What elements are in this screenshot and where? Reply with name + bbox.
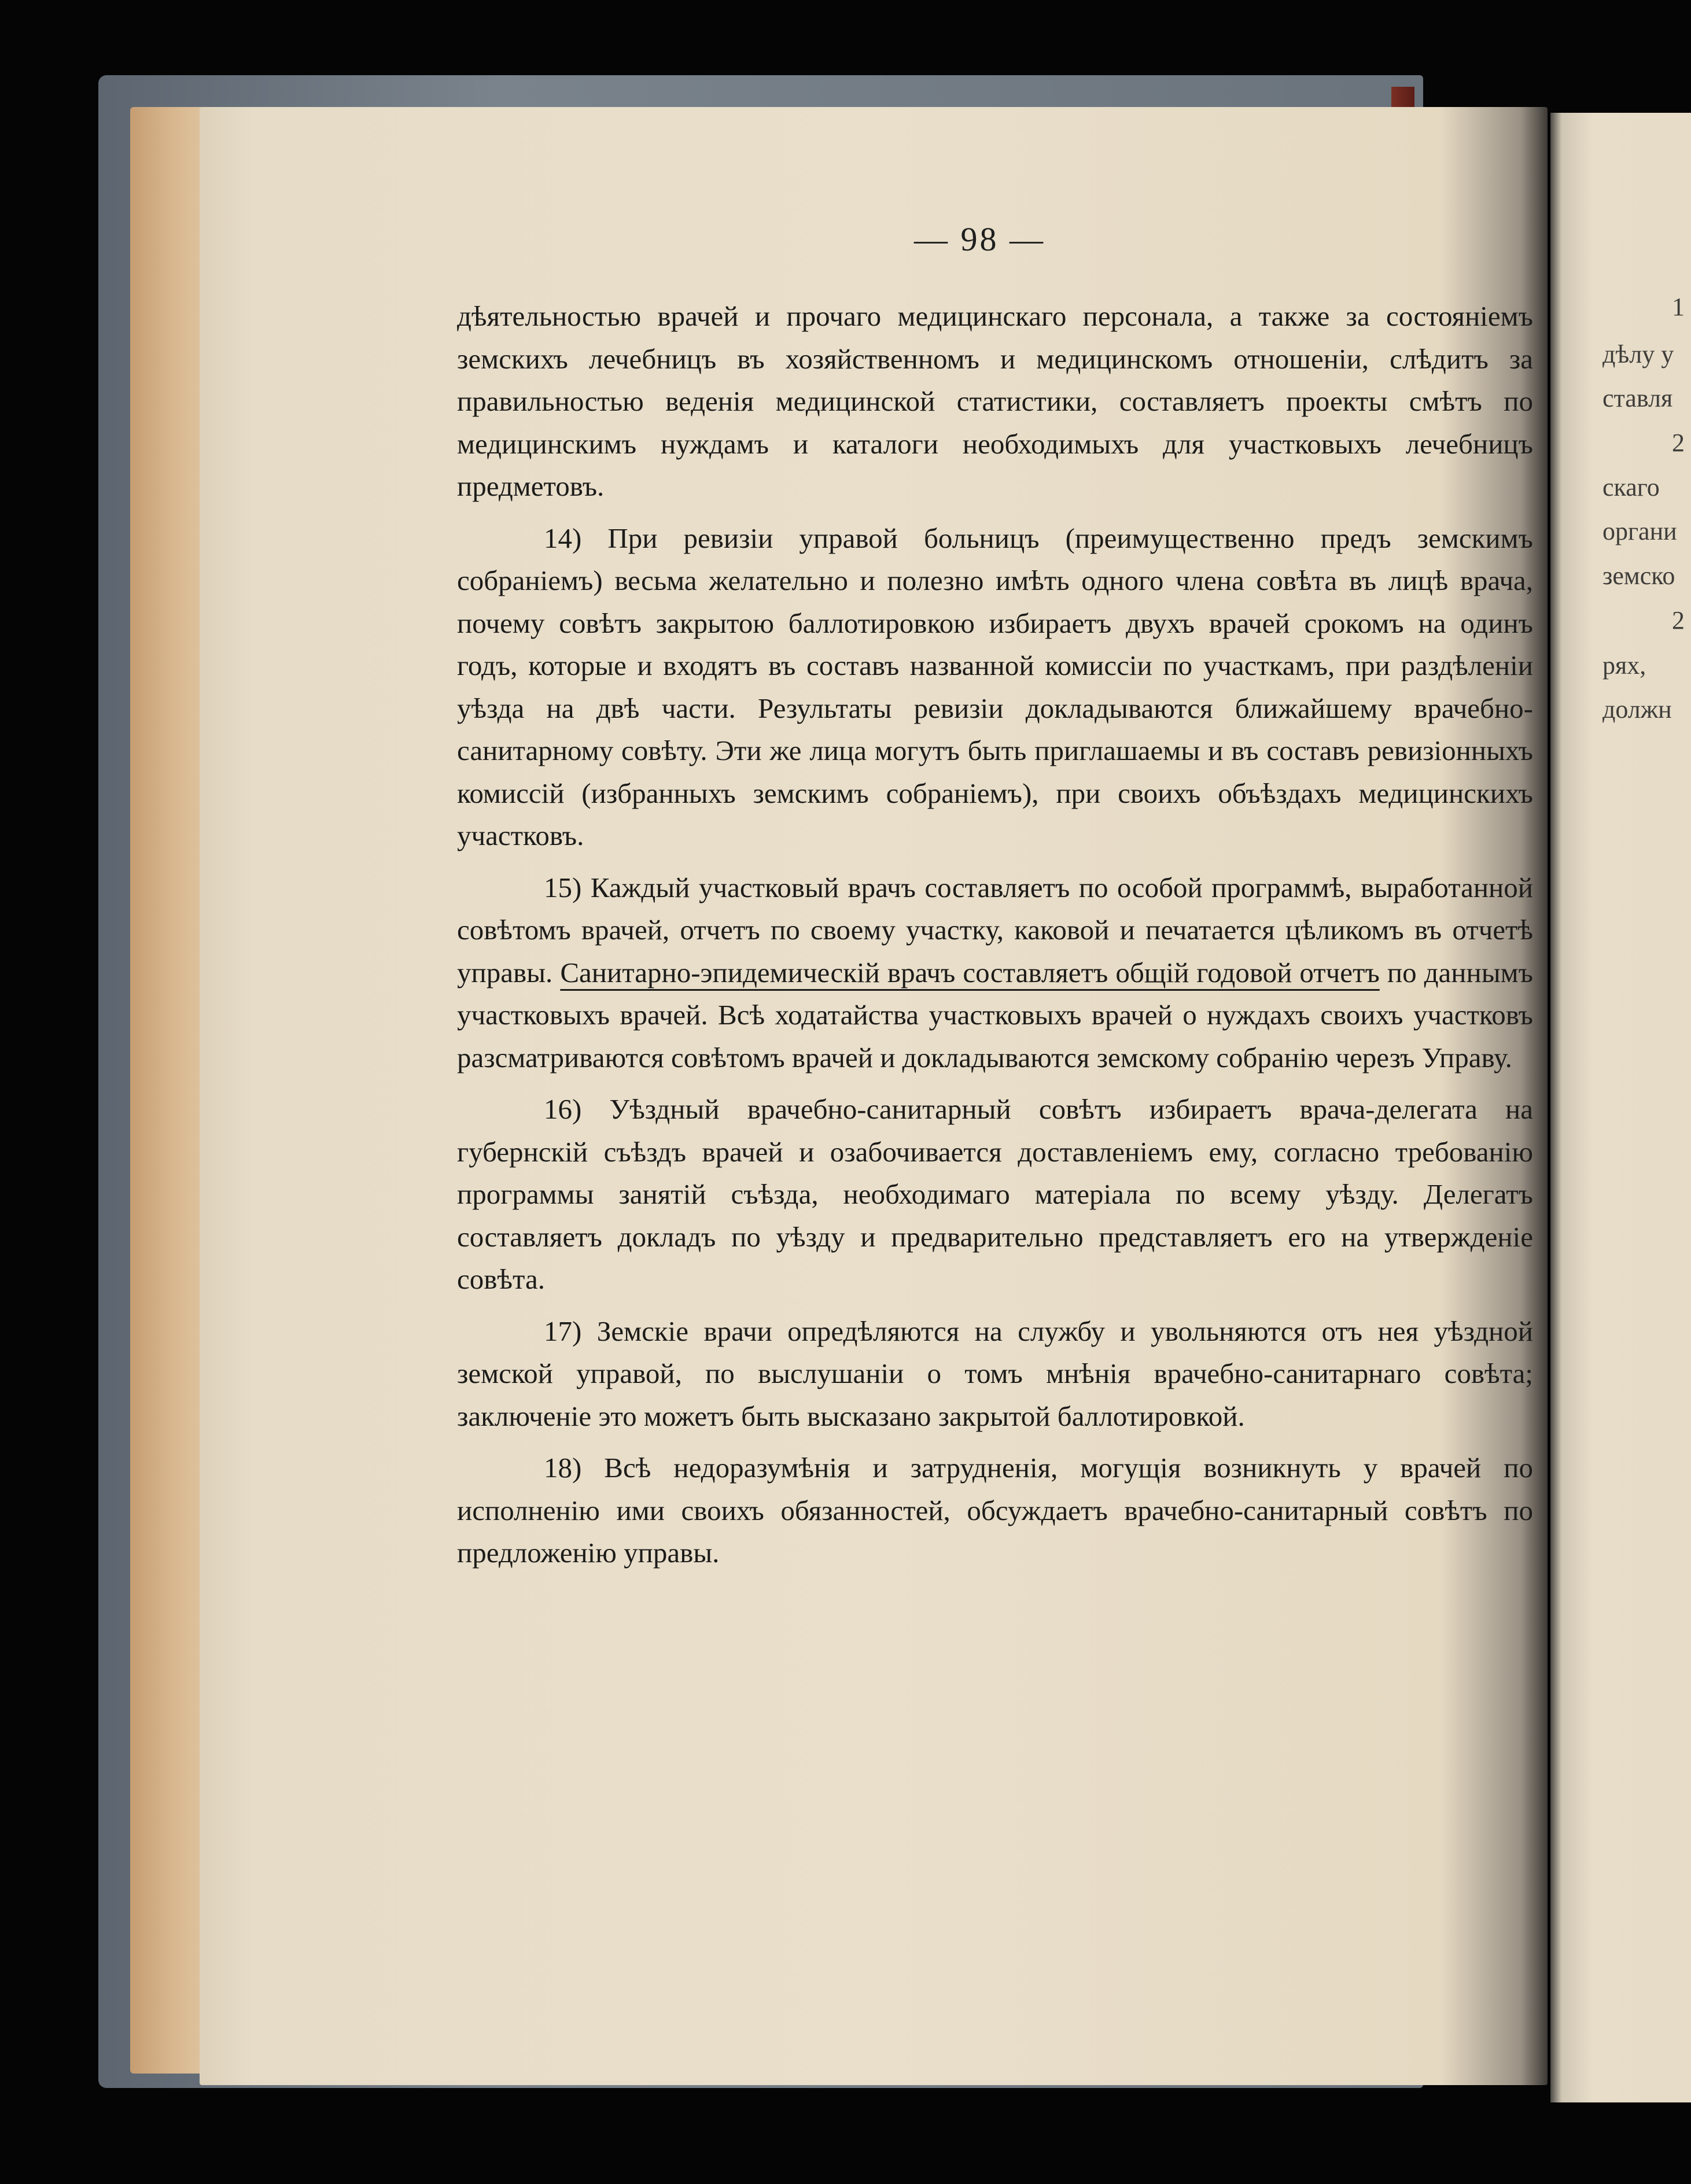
adjacent-page	[1550, 113, 1691, 2102]
adjacent-fragment: рях,	[1602, 651, 1646, 680]
paragraph-15-tail: по даннымъ участковыхъ врачей. Всѣ ходатайства участковыхъ врачей о нуждахъ своихъ участковъ разсматриваются совѣтомъ врачей и докладываются земскому собранію черезъ Управу.	[457, 956, 1533, 1073]
adjacent-fragment: 2	[1672, 429, 1685, 457]
adjacent-fragment: органи	[1602, 517, 1677, 545]
page-text	[457, 295, 1533, 1584]
underlined-phrase: Санитарно-эпидемическій врачъ составляетъ общій годовой отчетъ	[560, 956, 1380, 988]
adjacent-fragment: 1	[1672, 293, 1685, 321]
paragraph-16: 16) Уѣздный врачебно-санитарный совѣтъ избираетъ врача-делегата на губернскій съѣздъ врачей и озабочивается доставленіемъ ему, согласно требованію программы занятій съѣзда, необходимаго матеріала по всему уѣзду. Делегатъ составляетъ докладъ по уѣзду и предварительно представляетъ его на утвержденіе совѣта.	[457, 1093, 1533, 1295]
adjacent-fragment: должн	[1602, 695, 1672, 724]
paragraph-continuation: дѣятельностью врачей и прочаго медицинскаго персонала, а также за состояніемъ земскихъ лечебницъ въ хозяйственномъ и медицинскомъ отношеніи, слѣдитъ за правильностью веденія медицинской статистики, составляетъ проекты смѣтъ по медицинскимъ нуждамъ и каталоги необходимыхъ для участковыхъ лечебницъ предметовъ.	[457, 300, 1533, 502]
adjacent-fragment: скаго	[1602, 473, 1660, 501]
adjacent-fragment: 2	[1672, 606, 1685, 634]
paragraph-18: 18) Всѣ недоразумѣнія и затрудненія, могущія возникнуть у врачей по исполненію ими своихъ обязанностей, обсуждаетъ врачебно-санитарный совѣтъ по предложенію управы.	[457, 1452, 1533, 1569]
adjacent-fragment: ставля	[1602, 384, 1673, 412]
adjacent-fragment: земско	[1602, 562, 1675, 590]
page-number: — 98 —	[914, 220, 1045, 258]
paragraph-15	[457, 866, 1533, 1079]
paragraph-17: 17) Земскіе врачи опредѣляются на службу и увольняются отъ нея уѣздной земской управой, по выслушаніи о томъ мнѣнія врачебно-санитарнаго совѣта; заключеніе это можетъ быть высказано закрытой баллотировкой.	[457, 1315, 1533, 1432]
adjacent-fragment: дѣлу у	[1602, 340, 1674, 368]
paragraph-14: 14) При ревизіи управой больницъ (преимущественно предъ земскимъ собраніемъ) весьма желательно и полезно имѣть одного члена совѣта въ лицѣ врача, почему совѣтъ закрытою баллотировкою избираетъ двухъ врачей срокомъ на одинъ годъ, которые и входятъ въ составъ названной комиссіи по участкамъ, при раздѣленіи уѣзда на двѣ части. Результаты ревизіи докладываются ближайшему врачебно-санитарному совѣту. Эти же лица могутъ быть приглашаемы и въ составъ ревизіонныхъ комиссій (избранныхъ земскимъ собраніемъ), при своихъ объѣздахъ медицинскихъ участковъ.	[457, 522, 1533, 851]
paragraph-15-text: 15) Каждый участковый врачъ составляетъ по особой программѣ, выработанной совѣтомъ врачей, отчетъ по своему участку, каковой и печатается цѣликомъ въ отчетѣ управы.	[457, 871, 1533, 988]
